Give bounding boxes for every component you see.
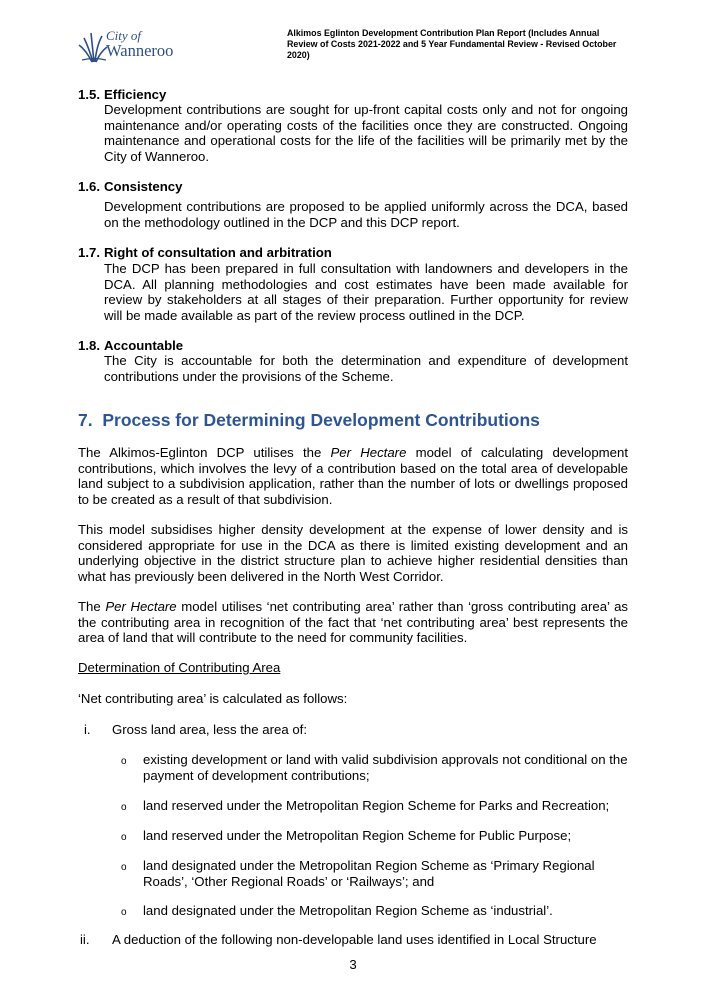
bullet-marker: o	[121, 756, 127, 767]
paragraph-text: model utilises ‘net contributing area’ rather than ‘gross contributing area’ as the contributing area in recognition of the fact that ‘net contributing area’ best represents the area of land that will contribute to the need for community facilities.	[78, 599, 628, 646]
section-number: 1.7.	[78, 245, 100, 260]
paragraph-subsidy: This model subsidises higher density development at the expense of lower density and is considered appropriate for use in the DCA as there is limited existing development and an underlying objective in the district structure plan to achieve higher residential densities than what has previously been delivered in the North West Corridor.	[78, 522, 628, 584]
paragraph-per-hectare-model	[78, 445, 628, 507]
section-heading-1-5	[78, 87, 166, 103]
chapter-heading	[78, 409, 540, 431]
bullet-item: land designated under the Metropolitan Region Scheme as ‘Primary Regional Roads’, ‘Other Regional Roads’ or ‘Railways’; and	[143, 858, 595, 889]
section-title: Right of consultation and arbitration	[104, 245, 332, 260]
section-heading-1-6	[78, 179, 182, 195]
report-header-title: Alkimos Eglinton Development Contribution Plan Report (Includes Annual Review of Costs 2021-2022 and 5 Year Fundamental Review - Revised October 2020)	[287, 28, 617, 61]
section-number: 1.5.	[78, 87, 100, 102]
bullet-item: land reserved under the Metropolitan Region Scheme for Parks and Recreation;	[143, 798, 610, 813]
paragraph-text: model of calculating development contributions, which involves the levy of a contribution based on the total area of developable land subject to a subdivision application, rather than the number of lots or dwellings proposed to be created as a result of that subdivision.	[78, 445, 628, 507]
list-item-text: Gross land area, less the area of:	[112, 722, 307, 737]
list-item-text: A deduction of the following non-developable land uses identified in Local Structure	[112, 932, 597, 947]
logo-wordmark	[106, 28, 173, 58]
bullet-marker: o	[121, 832, 127, 843]
paragraph-net-contributing-area	[78, 599, 628, 646]
emphasis-text: Per Hectare	[105, 599, 177, 614]
section-heading-1-7	[78, 245, 332, 261]
list-numeral: i.	[84, 722, 91, 737]
section-body-1-6: Development contributions are proposed to be applied uniformly across the DCA, based on the methodology outlined in the DCP and this DCP report.	[104, 199, 628, 230]
section-heading-1-8	[78, 338, 183, 354]
list-intro: ‘Net contributing area’ is calculated as follows:	[78, 691, 348, 706]
section-title: Efficiency	[104, 87, 167, 102]
paragraph-text: The	[78, 599, 106, 614]
list-numeral: ii.	[80, 932, 90, 947]
chapter-number: 7.	[78, 410, 93, 430]
bullet-item: land designated under the Metropolitan Region Scheme as ‘industrial’.	[143, 903, 553, 918]
logo-big-text: Wanneroo	[106, 41, 174, 60]
paragraph-text: The Alkimos-Eglinton DCP utilises the	[78, 445, 331, 460]
chapter-title: Process for Determining Development Contributions	[102, 410, 540, 430]
subheading-contributing-area: Determination of Contributing Area	[78, 660, 281, 675]
bullet-marker: o	[121, 802, 127, 813]
bullet-marker: o	[121, 907, 127, 918]
section-title: Accountable	[104, 338, 184, 353]
section-body-1-5: Development contributions are sought for up-front capital costs only and not for ongoing maintenance and/or operating costs of the facilities once they are constructed. Ongoing maintenance and operational costs for the life of the facilities will be primarily met by the City of Wanneroo.	[104, 102, 628, 164]
bullet-item: existing development or land with valid subdivision approvals not conditional on the payment of development contributions;	[143, 752, 628, 783]
bullet-marker: o	[121, 862, 127, 873]
section-number: 1.8.	[78, 338, 100, 353]
logo-small-text: City of	[106, 28, 142, 43]
section-body-1-7: The DCP has been prepared in full consultation with landowners and developers in the DCA. All planning methodologies and cost estimates have been made available for review by stakeholders at all stages of their preparation. Further opportunity for review will be made available as part of the review process outlined in the DCP.	[104, 261, 628, 323]
logo-emblem-icon	[78, 30, 108, 64]
emphasis-text: Per Hectare	[330, 445, 407, 460]
page-number: 3	[349, 957, 357, 972]
bullet-item: land reserved under the Metropolitan Region Scheme for Public Purpose;	[143, 828, 572, 843]
section-title: Consistency	[104, 179, 183, 194]
section-number: 1.6.	[78, 179, 100, 194]
section-body-1-8: The City is accountable for both the determination and expenditure of development contributions under the provisions of the Scheme.	[104, 353, 628, 384]
